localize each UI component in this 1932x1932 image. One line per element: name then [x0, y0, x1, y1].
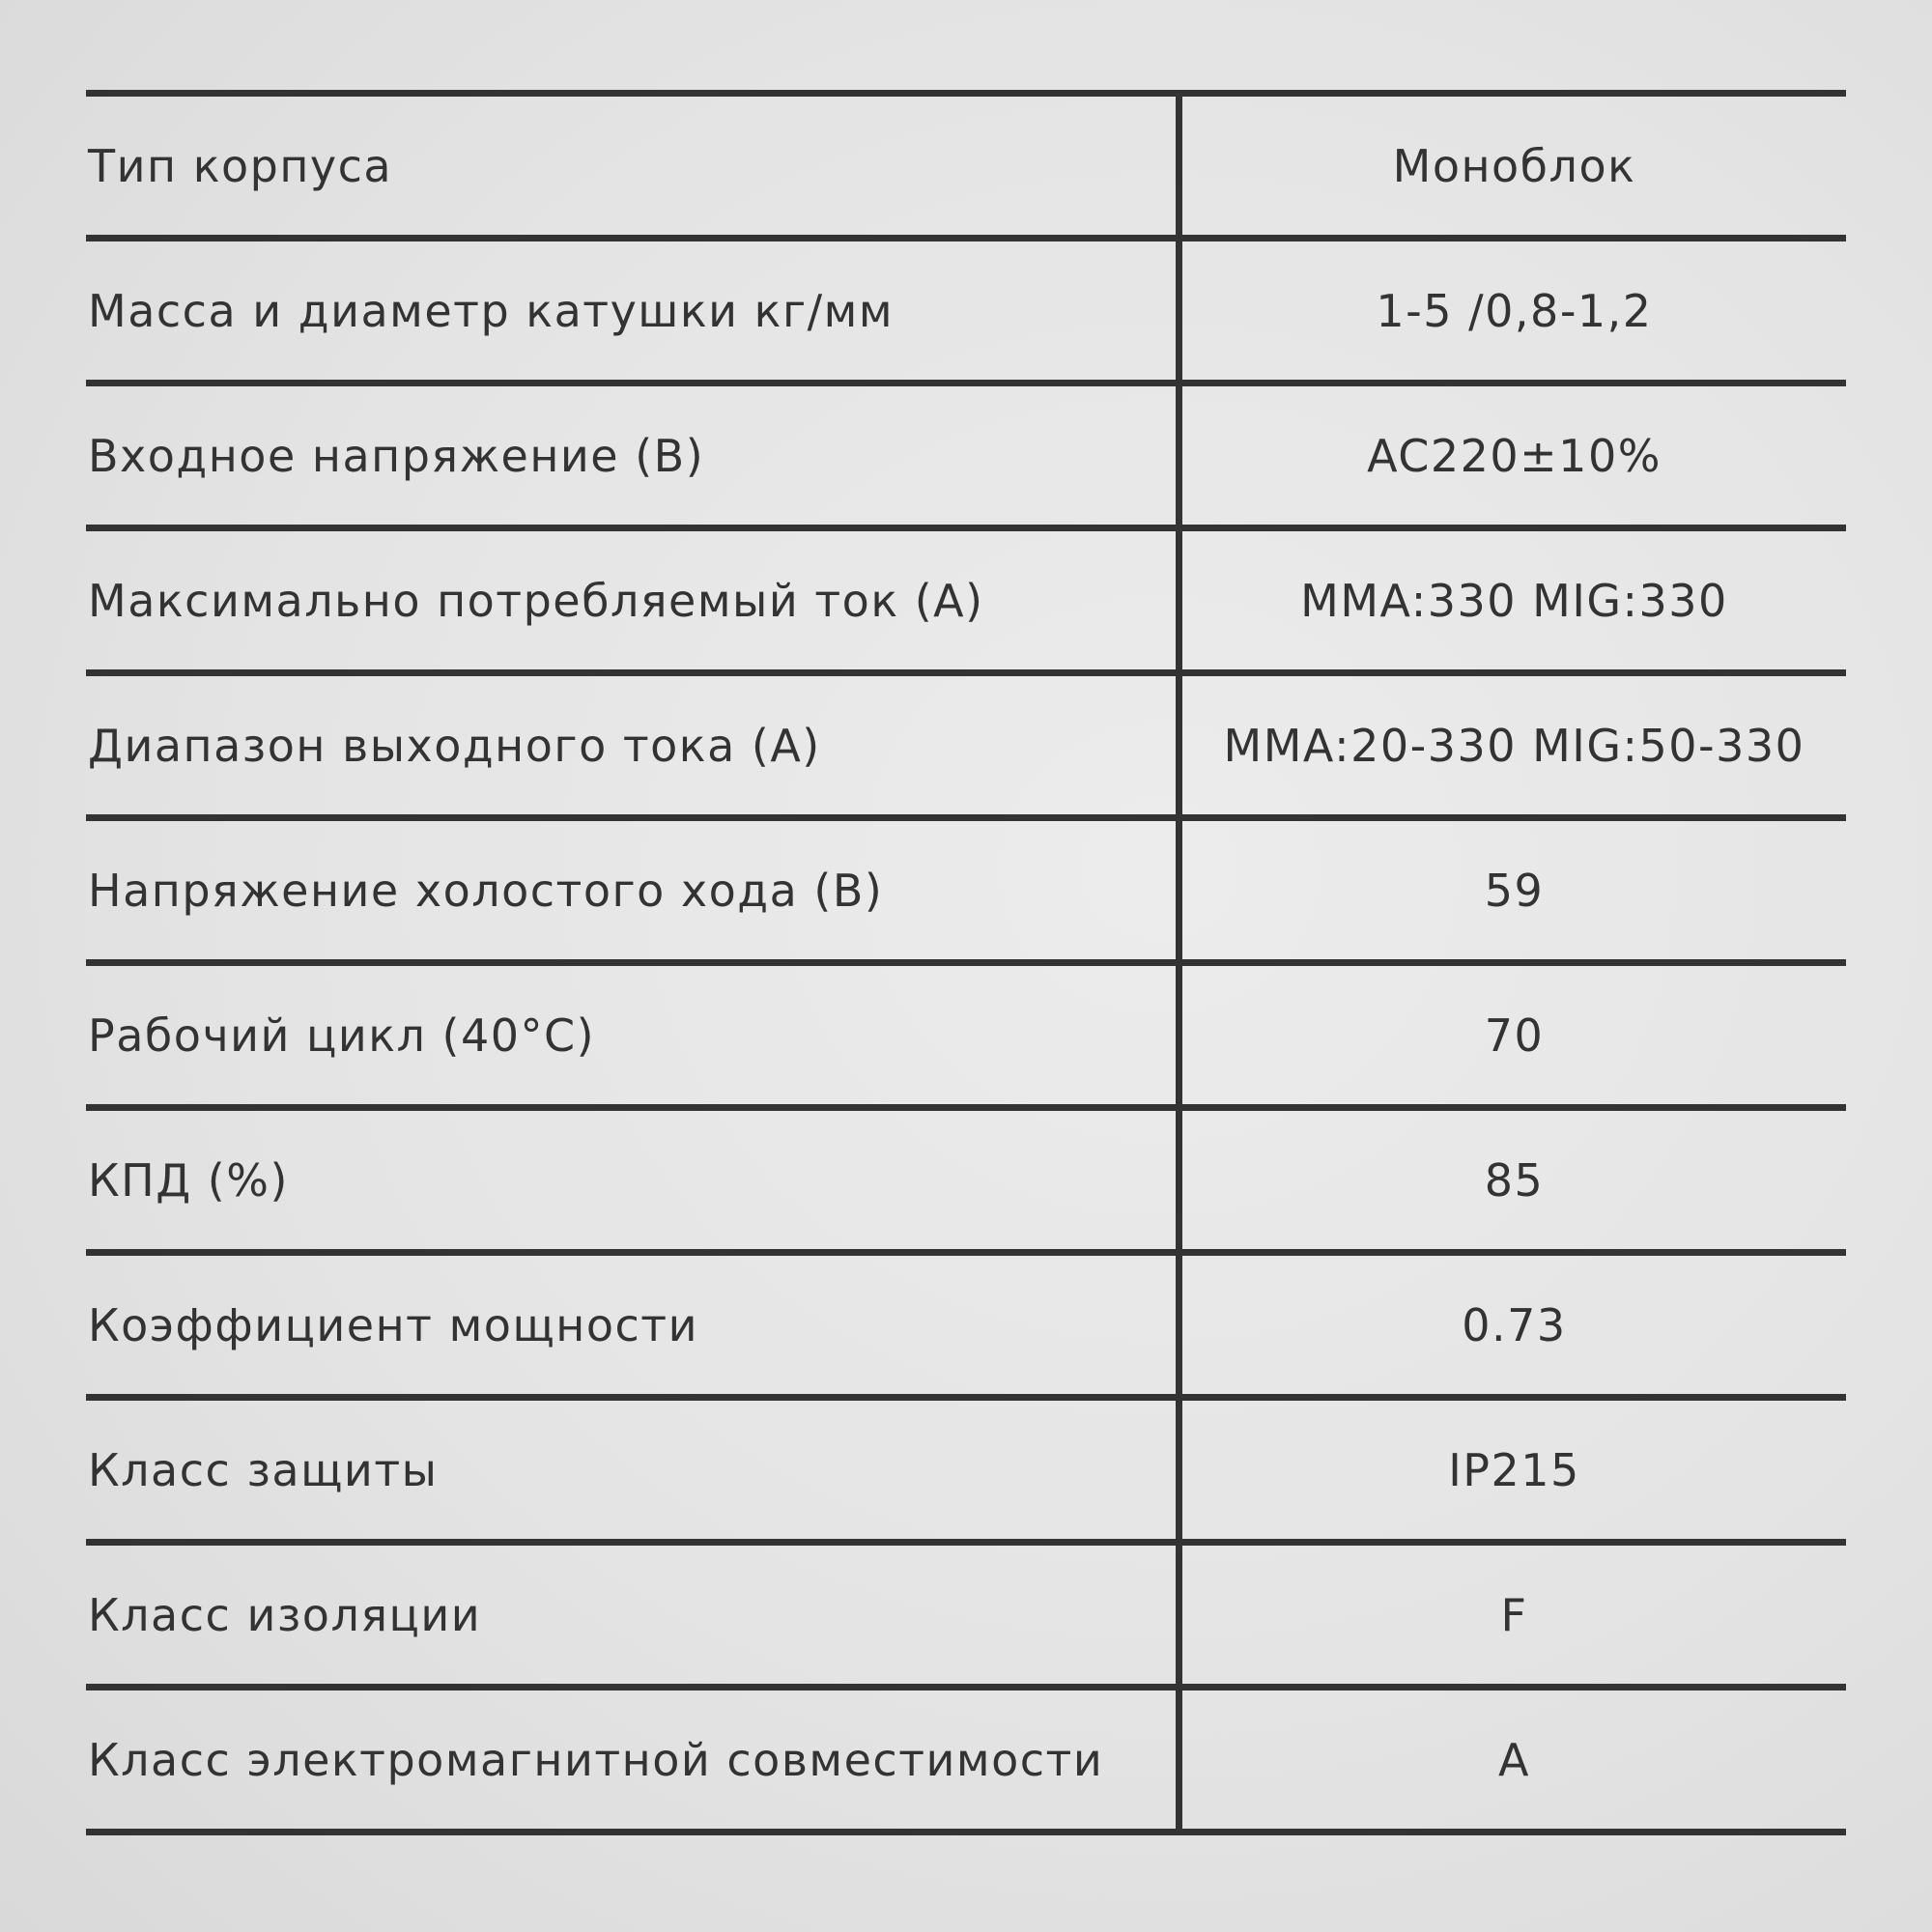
spec-row-insulation-class: [86, 1546, 1846, 1690]
spec-value: F: [1500, 1588, 1528, 1641]
spec-value: 85: [1484, 1153, 1545, 1207]
spec-value: AC220±10%: [1367, 429, 1662, 482]
spec-label: Тип корпуса: [88, 139, 393, 192]
spec-row-efficiency: [86, 1111, 1846, 1256]
spec-label: Рабочий цикл (40°C): [88, 1009, 596, 1062]
spec-label: Максимально потребляемый ток (А): [88, 574, 984, 627]
spec-label: Диапазон выходного тока (А): [88, 719, 821, 772]
spec-value: IP215: [1448, 1443, 1580, 1496]
spec-label: Коэффициент мощности: [88, 1298, 698, 1351]
spec-label: КПД (%): [88, 1153, 289, 1207]
spec-row-open-circuit-voltage: [86, 821, 1846, 966]
spec-row-max-current: [86, 531, 1846, 676]
spec-label: Класс защиты: [88, 1443, 439, 1496]
spec-value: MMA:20-330 MIG:50-330: [1223, 719, 1805, 772]
spec-value: 0.73: [1462, 1298, 1567, 1351]
spec-label: Класс электромагнитной совместимости: [88, 1733, 1104, 1786]
spec-row-protection-class: [86, 1401, 1846, 1546]
spec-row-spool: [86, 242, 1846, 386]
spec-label: Класс изоляции: [88, 1588, 482, 1641]
spec-value: 1-5 /0,8-1,2: [1376, 284, 1653, 337]
spec-value: 59: [1484, 864, 1545, 917]
spec-value: A: [1498, 1733, 1530, 1786]
spec-row-body-type: [86, 97, 1846, 242]
spec-row-power-factor: [86, 1256, 1846, 1401]
spec-label: Напряжение холостого хода (В): [88, 864, 884, 917]
spec-table: [86, 90, 1846, 1835]
spec-row-output-range: [86, 676, 1846, 821]
spec-label: Входное напряжение (В): [88, 429, 705, 482]
spec-row-input-voltage: [86, 386, 1846, 531]
spec-value: 70: [1484, 1009, 1545, 1062]
spec-value: Моноблок: [1392, 139, 1636, 192]
spec-row-emc-class: [86, 1690, 1846, 1835]
spec-value: MMA:330 MIG:330: [1300, 574, 1728, 627]
spec-label: Масса и диаметр катушки кг/мм: [88, 284, 895, 337]
spec-row-duty-cycle: [86, 966, 1846, 1111]
